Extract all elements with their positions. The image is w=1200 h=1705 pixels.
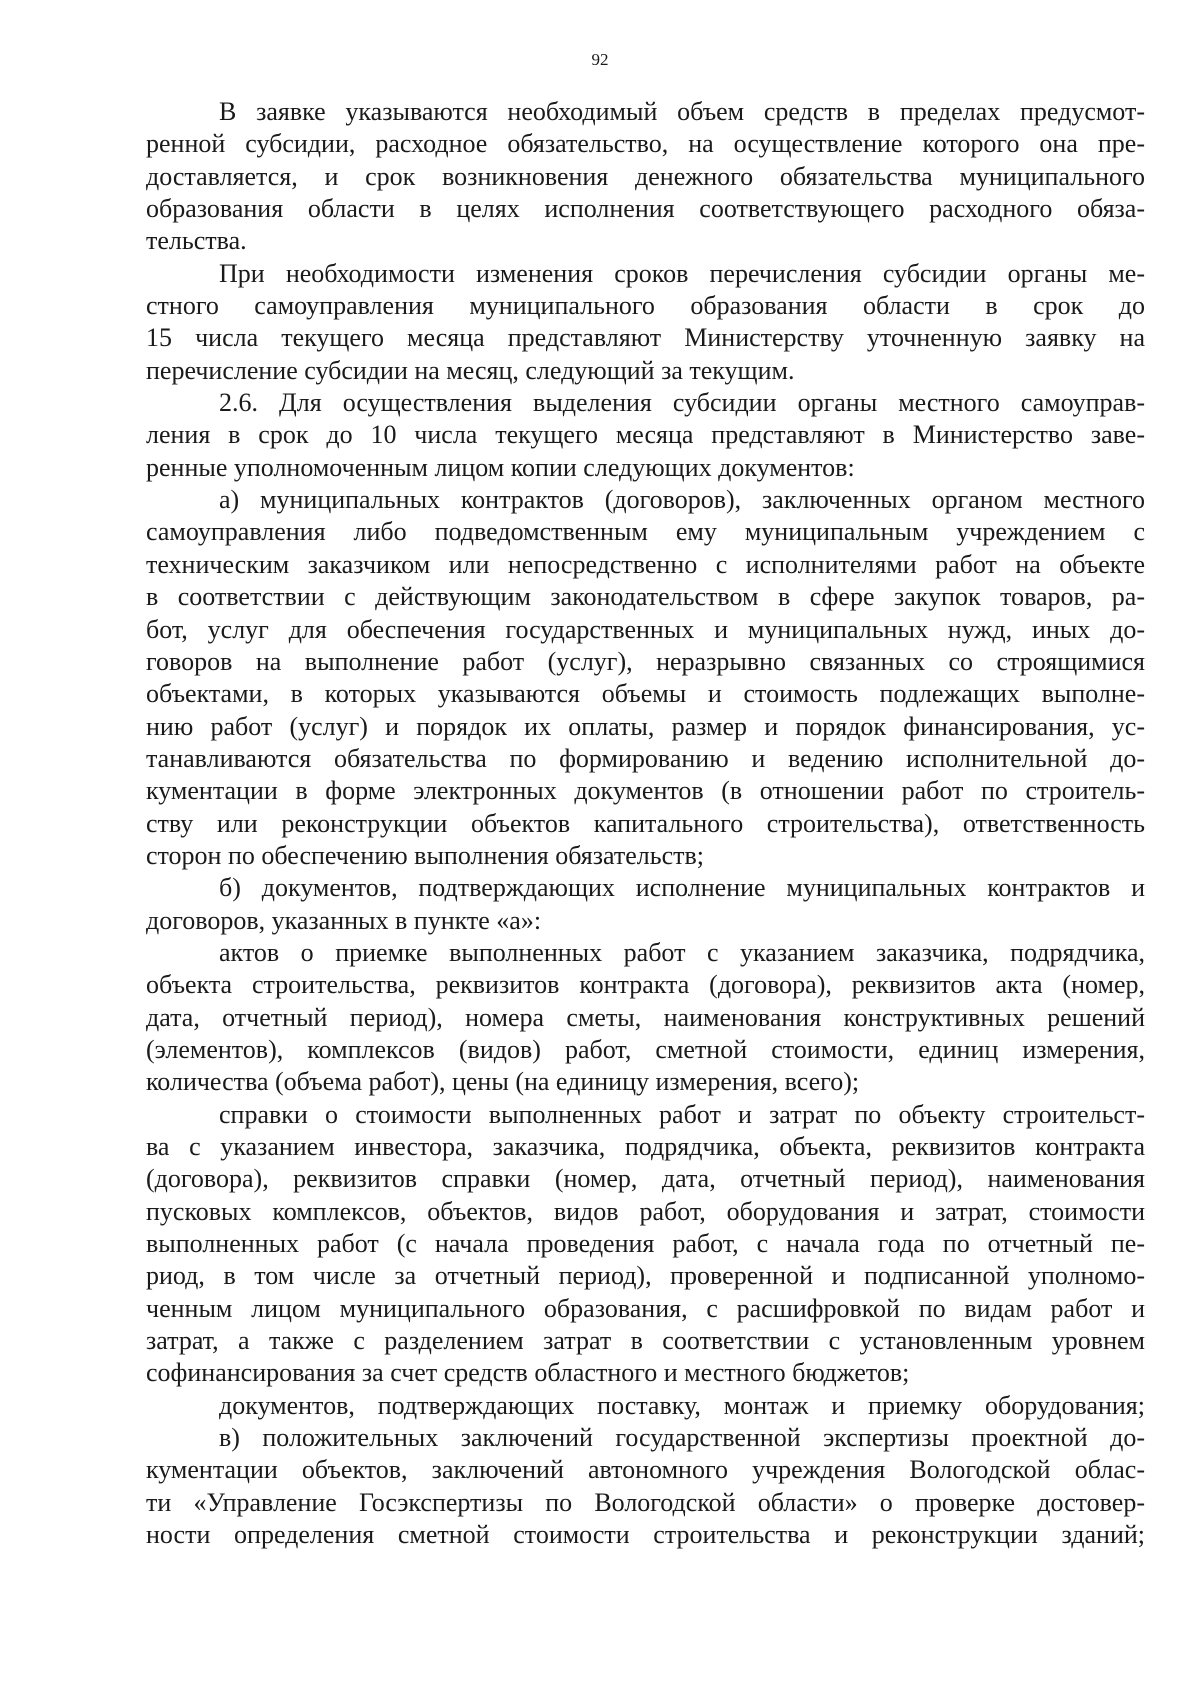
text-line: бот, услуг для обеспечения государственных и муниципальных нужд, иных до-	[146, 614, 1145, 644]
text-line: ченным лицом муниципального образования, с расшифровкой по видам работ и	[146, 1293, 1145, 1323]
text-line: (элементов), комплексов (видов) работ, сметной стоимости, единиц измерения,	[146, 1034, 1145, 1064]
text-line: дата, отчетный период), номера сметы, наименования конструктивных решений	[146, 1002, 1145, 1032]
text-line: выполненных работ (с начала проведения работ, с начала года по отчетный пе-	[146, 1229, 1145, 1259]
text-line: в соответствии с действующим законодательством в сфере закупок товаров, ра-	[146, 582, 1145, 612]
text-line: перечисление субсидии на месяц, следующий за текущим.	[146, 355, 795, 385]
text-line: справки о стоимости выполненных работ и затрат по объекту строительст-	[219, 1099, 1145, 1129]
text-line: ления в срок до 10 числа текущего месяца представляют в Министерство заве-	[146, 420, 1145, 450]
text-line: самоуправления либо подведомственным ему муниципальным учреждением с	[146, 517, 1145, 547]
text-line: актов о приемке выполненных работ с указанием заказчика, подрядчика,	[219, 937, 1145, 967]
text-line: б) документов, подтверждающих исполнение муниципальных контрактов и	[219, 873, 1145, 903]
page-number: 92	[591, 50, 609, 69]
text-line: ренной субсидии, расходное обязательство, на осуществление которого она пре-	[146, 129, 1145, 159]
text-line: затрат, а также с разделением затрат в соответствии с установленным уровнем	[146, 1326, 1145, 1356]
text-line: танавливаются обязательства по формированию и ведению исполнительной до-	[146, 743, 1145, 773]
text-line: нию работ (услуг) и порядок их оплаты, размер и порядок финансирования, ус-	[146, 711, 1145, 741]
text-line: тельства.	[146, 226, 247, 256]
text-line: кументации в форме электронных документов (в отношении работ по строитель-	[146, 776, 1145, 806]
text-line: а) муниципальных контрактов (договоров), заключенных органом местного	[219, 485, 1145, 515]
text-line: количества (объема работ), цены (на единицу измерения, всего);	[146, 1067, 860, 1097]
text-line: говоров на выполнение работ (услуг), неразрывно связанных со строящимися	[146, 646, 1145, 676]
text-line: техническим заказчиком или непосредственно с исполнителями работ на объекте	[146, 549, 1145, 579]
text-line: стного самоуправления муниципального образования области в срок до	[146, 291, 1145, 321]
text-line: При необходимости изменения сроков перечисления субсидии органы ме-	[219, 258, 1145, 288]
text-line: (договора), реквизитов справки (номер, дата, отчетный период), наименования	[146, 1164, 1145, 1194]
text-line: 2.6. Для осуществления выделения субсидии органы местного самоуправ-	[219, 388, 1145, 418]
text-line: В заявке указываются необходимый объем средств в пределах предусмот-	[219, 97, 1145, 126]
text-line: в) положительных заключений государственной экспертизы проектной до-	[219, 1423, 1145, 1453]
text-line: ренные уполномоченным лицом копии следующих документов:	[146, 452, 855, 482]
text-line: риод, в том числе за отчетный период), проверенной и подписанной уполномо-	[146, 1261, 1145, 1291]
text-line: доставляется, и срок возникновения денежного обязательства муниципального	[146, 161, 1145, 191]
text-line: ти «Управление Госэкспертизы по Вологодской области» о проверке достовер-	[146, 1487, 1145, 1517]
text-line: объектами, в которых указываются объемы и стоимость подлежащих выполне-	[146, 679, 1145, 709]
text-line: софинансирования за счет средств областного и местного бюджетов;	[146, 1358, 910, 1388]
text-line: образования области в целях исполнения соответствующего расходного обяза-	[146, 194, 1145, 224]
text-line: ству или реконструкции объектов капитального строительства), ответственность	[146, 808, 1145, 838]
text-line: объекта строительства, реквизитов контракта (договора), реквизитов акта (номер,	[146, 970, 1145, 1000]
text-line: документов, подтверждающих поставку, монтаж и приемку оборудования;	[219, 1390, 1145, 1420]
text-line: пусковых комплексов, объектов, видов работ, оборудования и затрат, стоимости	[146, 1196, 1145, 1226]
text-line: сторон по обеспечению выполнения обязательств;	[146, 840, 705, 870]
text-line: ва с указанием инвестора, заказчика, подрядчика, объекта, реквизитов контракта	[146, 1132, 1145, 1161]
text-line: кументации объектов, заключений автономного учреждения Вологодской облас-	[146, 1455, 1145, 1485]
document-body	[146, 96, 1145, 1551]
text-line: договоров, указанных в пункте «а»:	[146, 905, 542, 935]
text-line: 15 числа текущего месяца представляют Министерству уточненную заявку на	[146, 323, 1145, 353]
text-line: ности определения сметной стоимости строительства и реконструкции зданий;	[146, 1520, 1145, 1550]
